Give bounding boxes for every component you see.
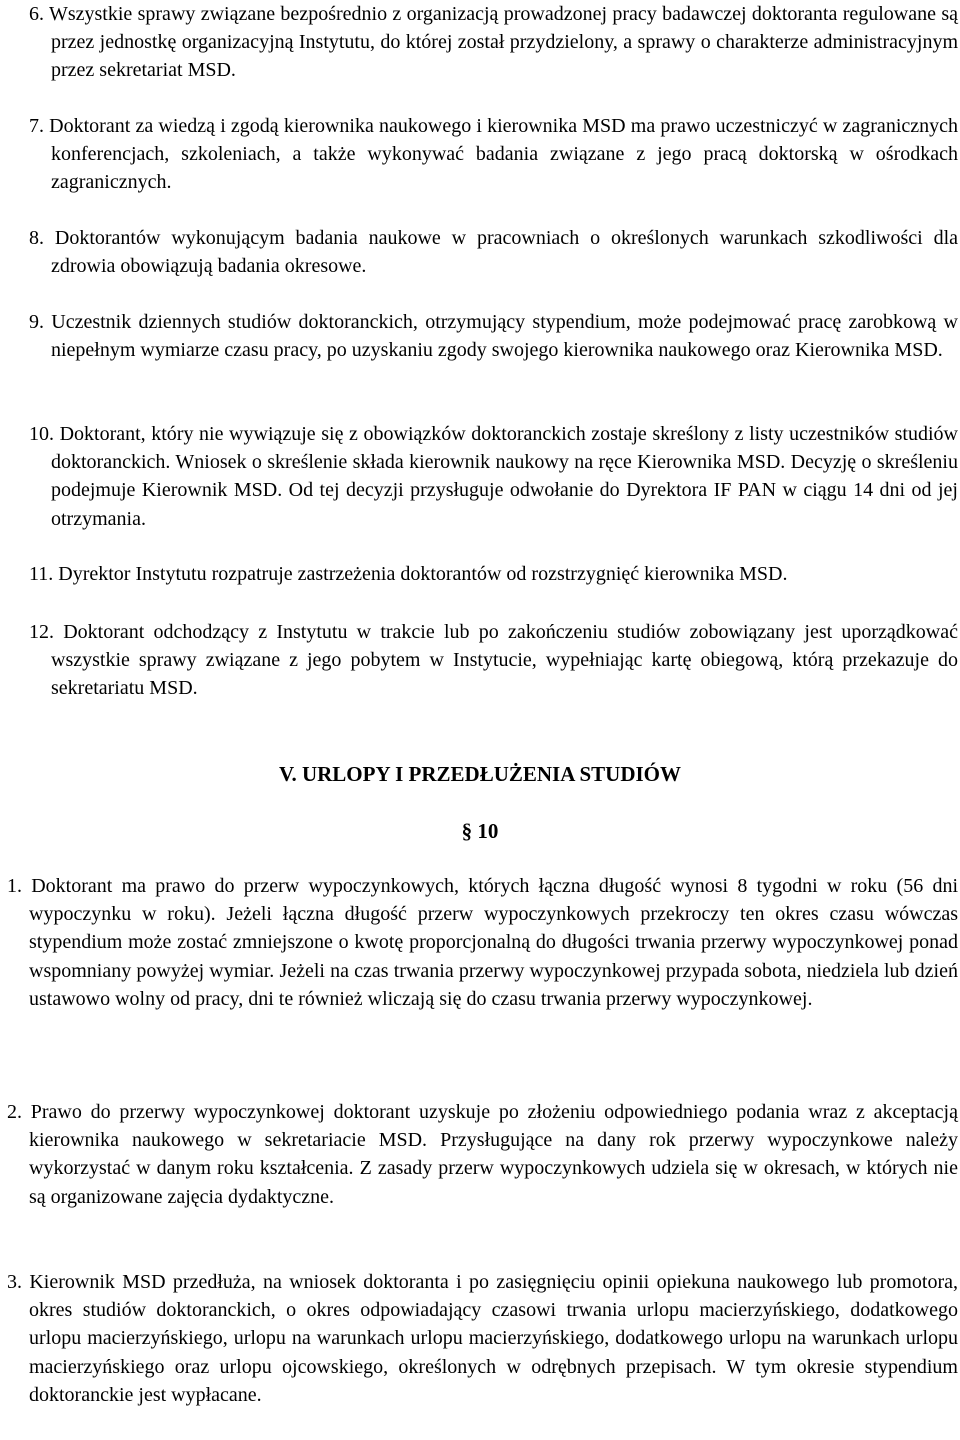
paragraph-9: 9. Uczestnik dziennych studiów doktoranckich, otrzymujący stypendium, może podejmować pracę zarobkową w niepełnym wymiarze czasu pracy, po uzyskaniu zgody swojego kierownika naukowego oraz Kierownika MSD. [29,311,958,362]
paragraph-10: 10. Doktorant, który nie wywiązuje się z obowiązków doktoranckich zostaje skreślony z listy uczestników studiów doktoranckich. Wniosek o skreślenie składa kierownik naukowy na ręce Kierownika MSD. Decyzję o skreśleniu podejmuje Kierownik MSD. Od tej decyzji przysługuje odwołanie do Dyrektora IF PAN w ciągu 14 dni od jej otrzymania. [29,423,958,530]
paragraph-sign: § 10 [461,819,499,843]
paragraph-8: 8. Doktorantów wykonującym badania naukowe w pracowniach o określonych warunkach szkodliwości dla zdrowia obowiązują badania okresowe. [29,227,958,278]
section-title: V. URLOPY I PRZEDŁUŻENIA STUDIÓW [279,762,681,786]
section-point-3: 3. Kierownik MSD przedłuża, na wniosek doktoranta i po zasięgnięciu opinii opiekuna naukowego lub promotora, okres studiów doktoranckich, o okres odpowiadający czasowi trwania urlopu macierzyńskiego, dodatkowego urlopu macierzyńskiego, urlopu na warunkach urlopu macierzyńskiego, dodatkowego urlopu na warunkach urlopu macierzyńskiego oraz urlopu ojcowskiego, określonych w odrębnych przepisach. W tym okresie stypendium doktoranckie jest wypłacane. [7,1271,958,1406]
paragraph-12: 12. Doktorant odchodzący z Instytutu w trakcie lub po zakończeniu studiów zobowiązany jest uporządkować wszystkie sprawy związane z jego pobytem w Instytucie, wypełniając kartę obiegową, którą przekazuje do sekretariatu MSD. [29,621,958,700]
paragraph-7: 7. Doktorant za wiedzą i zgodą kierownika naukowego i kierownika MSD ma prawo uczestniczyć w zagranicznych konferencjach, szkoleniach, a także wykonywać badania związane z jego pracą doktorską w ośrodkach zagranicznych. [29,115,958,194]
section-point-1: 1. Doktorant ma prawo do przerw wypoczynkowych, których łączna długość wynosi 8 tygodni w roku (56 dni wypoczynku w roku). Jeżeli łączna długość przerw wypoczynkowych przekroczy ten okres czasu wówczas stypendium może zostać zmniejszone o kwotę proporcjonalną do długości trwania przerwy wypoczynkowej ponad wspomniany powyżej wymiar. Jeżeli na czas trwania przerwy wypoczynkowej przypada sobota, niedziela lub dzień ustawowo wolny od pracy, dni te również wliczają się do czasu trwania przerwy wypoczynkowej. [7,875,958,1010]
section-point-2: 2. Prawo do przerwy wypoczynkowej doktorant uzyskuje po złożeniu odpowiedniego podania wraz z akceptacją kierownika naukowego w sekretariacie MSD. Przysługujące na dany rok przerwy wypoczynkowe należy wykorzystać w danym roku kształcenia. Z zasady przerw wypoczynkowych udziela się w okresach, w których nie są organizowane zajęcia dydaktyczne. [7,1101,958,1208]
paragraph-11: 11. Dyrektor Instytutu rozpatruje zastrzeżenia doktorantów od rozstrzygnięć kierownika MSD. [29,563,788,585]
paragraph-6: 6. Wszystkie sprawy związane bezpośrednio z organizacją prowadzonej pracy badawczej doktoranta regulowane są przez jednostkę organizacyjną Instytutu, do której został przydzielony, a sprawy o charakterze administracyjnym przez sekretariat MSD. [29,3,958,82]
